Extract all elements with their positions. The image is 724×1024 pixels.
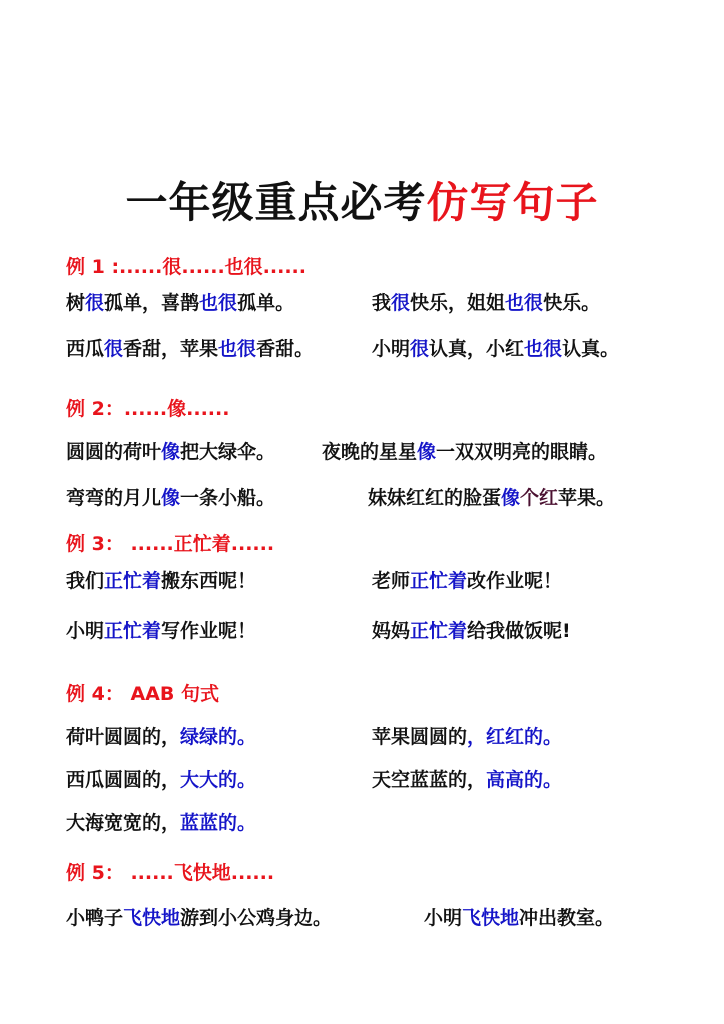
sentence <box>372 566 562 593</box>
sentence <box>424 903 614 930</box>
sentence-text: 大海宽宽的， <box>66 812 181 834</box>
sentence <box>372 334 619 361</box>
sentence-text: 游到小公鸡身边。 <box>180 907 333 929</box>
keyword-text: 正忙着 <box>410 620 468 642</box>
sentence-text: 我们 <box>66 570 105 592</box>
sentence-text: 我 <box>372 292 392 314</box>
section-1-heading: 例 1 :......很......也很...... <box>66 256 306 278</box>
sentence-text: 快乐。 <box>543 292 601 314</box>
sentence-text: 荷叶圆圆的， <box>66 726 181 748</box>
sentence-text: 给我做饭呢! <box>467 620 571 642</box>
keyword-text: 很 <box>410 338 430 360</box>
sentence-text: 老师 <box>372 570 411 592</box>
sentence <box>372 765 562 792</box>
title-main: 一年级重点必考 <box>125 178 427 227</box>
section-2-heading: 例 2：......像...... <box>66 398 230 420</box>
sentence-text: 天空蓝蓝的， <box>372 769 487 791</box>
sentence-text: 弯弯的月儿 <box>66 487 162 509</box>
keyword-text: 像 <box>161 441 181 463</box>
sentence-text: 孤单。 <box>237 292 295 314</box>
sentence <box>66 437 275 464</box>
sentence-text: 香甜，苹果 <box>123 338 219 360</box>
keyword-text: 正忙着 <box>410 570 468 592</box>
keyword-text: 像 <box>417 441 437 463</box>
sentence <box>66 288 294 315</box>
sentence-text: 写作业呢！ <box>161 620 257 642</box>
sentence-text: 树 <box>66 292 86 314</box>
sentence-text: 小明 <box>424 907 463 929</box>
sentence-text: 小明 <box>66 620 105 642</box>
sentence <box>322 437 607 464</box>
sentence <box>66 334 313 361</box>
sentence-text: 认真。 <box>562 338 620 360</box>
sentence-text: 妹妹红红的脸蛋 <box>368 487 502 509</box>
sentence-text: 冲出教室。 <box>519 907 615 929</box>
sentence <box>368 483 615 510</box>
page-title <box>0 170 724 230</box>
sentence-text: 西瓜 <box>66 338 105 360</box>
sentence-text: 快乐，姐姐 <box>410 292 506 314</box>
sentence <box>372 722 562 749</box>
keyword-text: 大大的。 <box>180 769 257 791</box>
sentence <box>66 808 256 835</box>
keyword-text: 也很 <box>524 338 563 360</box>
sentence-text: 小明 <box>372 338 411 360</box>
sentence-text: 一双双明亮的眼睛。 <box>436 441 608 463</box>
keyword-text: 像 <box>161 487 181 509</box>
sentence <box>66 483 275 510</box>
keyword-text: 绿绿的。 <box>180 726 257 748</box>
keyword-text: 蓝蓝的。 <box>180 812 257 834</box>
section-4-heading: 例 4： AAB 句式 <box>66 683 219 705</box>
sentence-text: 小鸭子 <box>66 907 124 929</box>
sentence-text: 一条小船。 <box>180 487 276 509</box>
section-3-heading: 例 3： ......正忙着...... <box>66 533 275 555</box>
keyword-text: 像 <box>501 487 521 509</box>
keyword-text: 也很 <box>199 292 238 314</box>
sentence-text: 香甜。 <box>256 338 314 360</box>
keyword-text: 也很 <box>218 338 257 360</box>
keyword-text: 很 <box>85 292 105 314</box>
sentence <box>372 288 600 315</box>
keyword-text: 正忙着 <box>104 570 162 592</box>
sentence-text: 把大绿伞。 <box>180 441 276 463</box>
sentence-text: 妈妈 <box>372 620 411 642</box>
keyword-text: 正忙着 <box>104 620 162 642</box>
sentence-text: 西瓜圆圆的， <box>66 769 181 791</box>
sentence-text: 搬东西呢！ <box>161 570 257 592</box>
title-highlight: 仿写句子 <box>426 178 599 227</box>
keyword-text: 高高的。 <box>486 769 563 791</box>
sentence-text: 圆圆的荷叶 <box>66 441 162 463</box>
keyword-text: 飞快地 <box>462 907 520 929</box>
sentence <box>66 765 256 792</box>
sentence <box>66 616 256 643</box>
sentence-text: 苹果。 <box>558 487 616 509</box>
sentence-text: 苹果圆圆的 <box>372 726 468 748</box>
sentence <box>372 616 571 643</box>
keyword-text: 也很 <box>505 292 544 314</box>
sentence-text: 夜晚的星星 <box>322 441 418 463</box>
sentence-text: 认真，小红 <box>429 338 525 360</box>
section-5-heading: 例 5： ......飞快地...... <box>66 862 275 884</box>
sentence <box>66 903 332 930</box>
sentence <box>66 566 256 593</box>
sentence-text: 改作业呢！ <box>467 570 563 592</box>
sentence-text: 个红 <box>520 487 559 509</box>
keyword-text: ，红红的。 <box>467 726 563 748</box>
sentence-text: 孤单，喜鹊 <box>104 292 200 314</box>
keyword-text: 飞快地 <box>123 907 181 929</box>
keyword-text: 很 <box>391 292 411 314</box>
keyword-text: 很 <box>104 338 124 360</box>
sentence <box>66 722 256 749</box>
